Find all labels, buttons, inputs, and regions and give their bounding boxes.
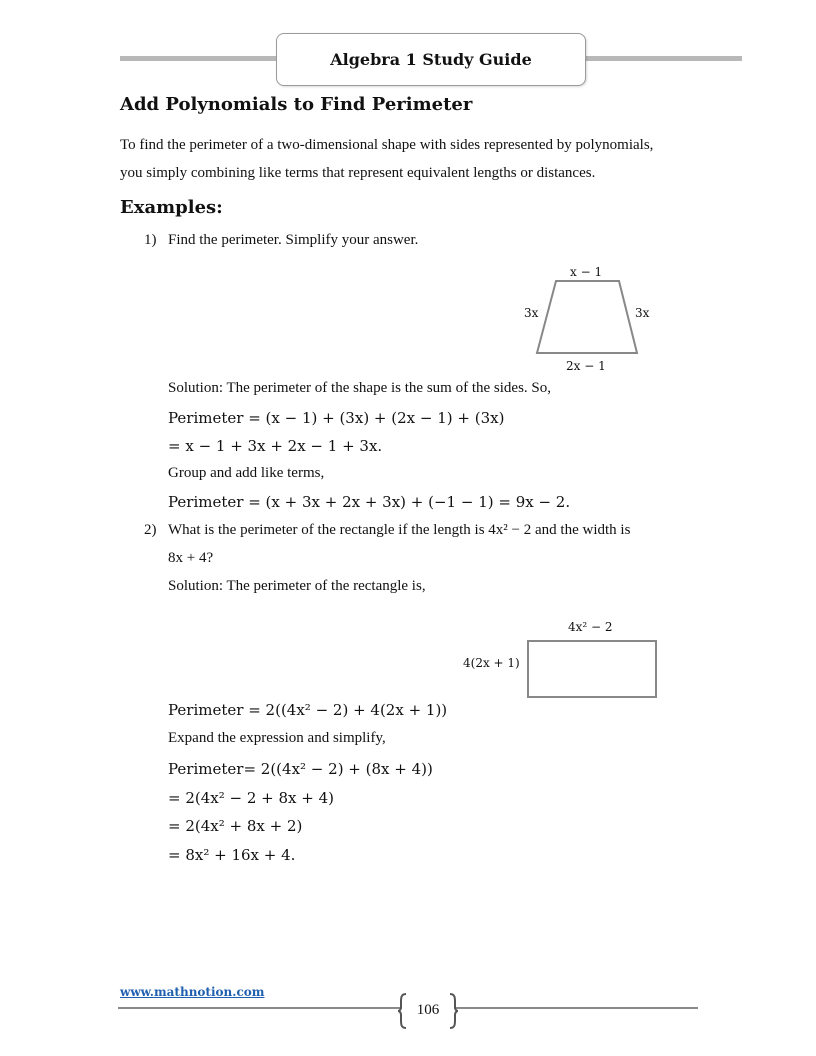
page-number: 106: [416, 1002, 440, 1018]
trapezoid-bottom-label: 2x − 1: [566, 359, 606, 373]
example-2-solution-line-2: Expand the expression and simplify,: [168, 730, 386, 746]
example-1-solution-line-5: Perimeter = (x + 3x + 2x + 3x) + (−1 − 1) = 9x − 2.: [168, 493, 571, 511]
header-title: Algebra 1 Study Guide: [330, 50, 532, 69]
example-1-solution-line-1: Solution: The perimeter of the shape is the sum of the sides. So,: [168, 380, 551, 396]
example-2-solution-line-4: = 2(4x² − 2 + 8x + 4): [168, 789, 335, 807]
trapezoid-top-label: x − 1: [570, 265, 603, 279]
rectangle-shape: [527, 640, 657, 698]
example-2-question-line-2: 8x + 4?: [168, 550, 214, 566]
example-2-solution-line-6: = 8x² + 16x + 4.: [168, 846, 296, 864]
example-1-solution-line-2: Perimeter = (x − 1) + (3x) + (2x − 1) + (3x): [168, 409, 505, 427]
rectangle-top-label: 4x² − 2: [568, 620, 613, 634]
trapezoid-right-label: 3x: [635, 306, 650, 320]
example-2-question-line-1: What is the perimeter of the rectangle if the length is 4x² − 2 and the width is: [168, 522, 631, 538]
header-title-box: [276, 33, 586, 86]
footer-rule-right: [454, 1007, 698, 1009]
header-rule-right: [584, 56, 742, 61]
footer-website-link[interactable]: www.mathnotion.com: [120, 985, 265, 999]
section-title: Add Polynomials to Find Perimeter: [120, 94, 473, 115]
example-1-solution-line-4: Group and add like terms,: [168, 465, 325, 481]
header-rule-left: [120, 56, 278, 61]
example-1-question: Find the perimeter. Simplify your answer.: [168, 232, 419, 248]
intro-line-2: you simply combining like terms that represent equivalent lengths or distances.: [120, 165, 596, 181]
example-2-number: 2): [144, 522, 157, 538]
example-2-solution-line-5: = 2(4x² + 8x + 2): [168, 817, 303, 835]
trapezoid-left-label: 3x: [524, 306, 539, 320]
rectangle-left-label: 4(2x + 1): [463, 656, 520, 670]
examples-heading: Examples:: [120, 197, 223, 218]
example-1-number: 1): [144, 232, 157, 248]
example-2-solution-line-3: Perimeter= 2((4x² − 2) + (8x + 4)): [168, 760, 433, 778]
example-2-solution-intro: Solution: The perimeter of the rectangle is,: [168, 578, 426, 594]
trapezoid-shape: [537, 281, 637, 353]
footer-rule-left: [118, 1007, 402, 1009]
example-2-solution-line-1: Perimeter = 2((4x² − 2) + 4(2x + 1)): [168, 701, 448, 719]
example-1-solution-line-3: = x − 1 + 3x + 2x − 1 + 3x.: [168, 437, 383, 455]
intro-line-1: To find the perimeter of a two-dimensional shape with sides represented by polynomials,: [120, 137, 654, 153]
